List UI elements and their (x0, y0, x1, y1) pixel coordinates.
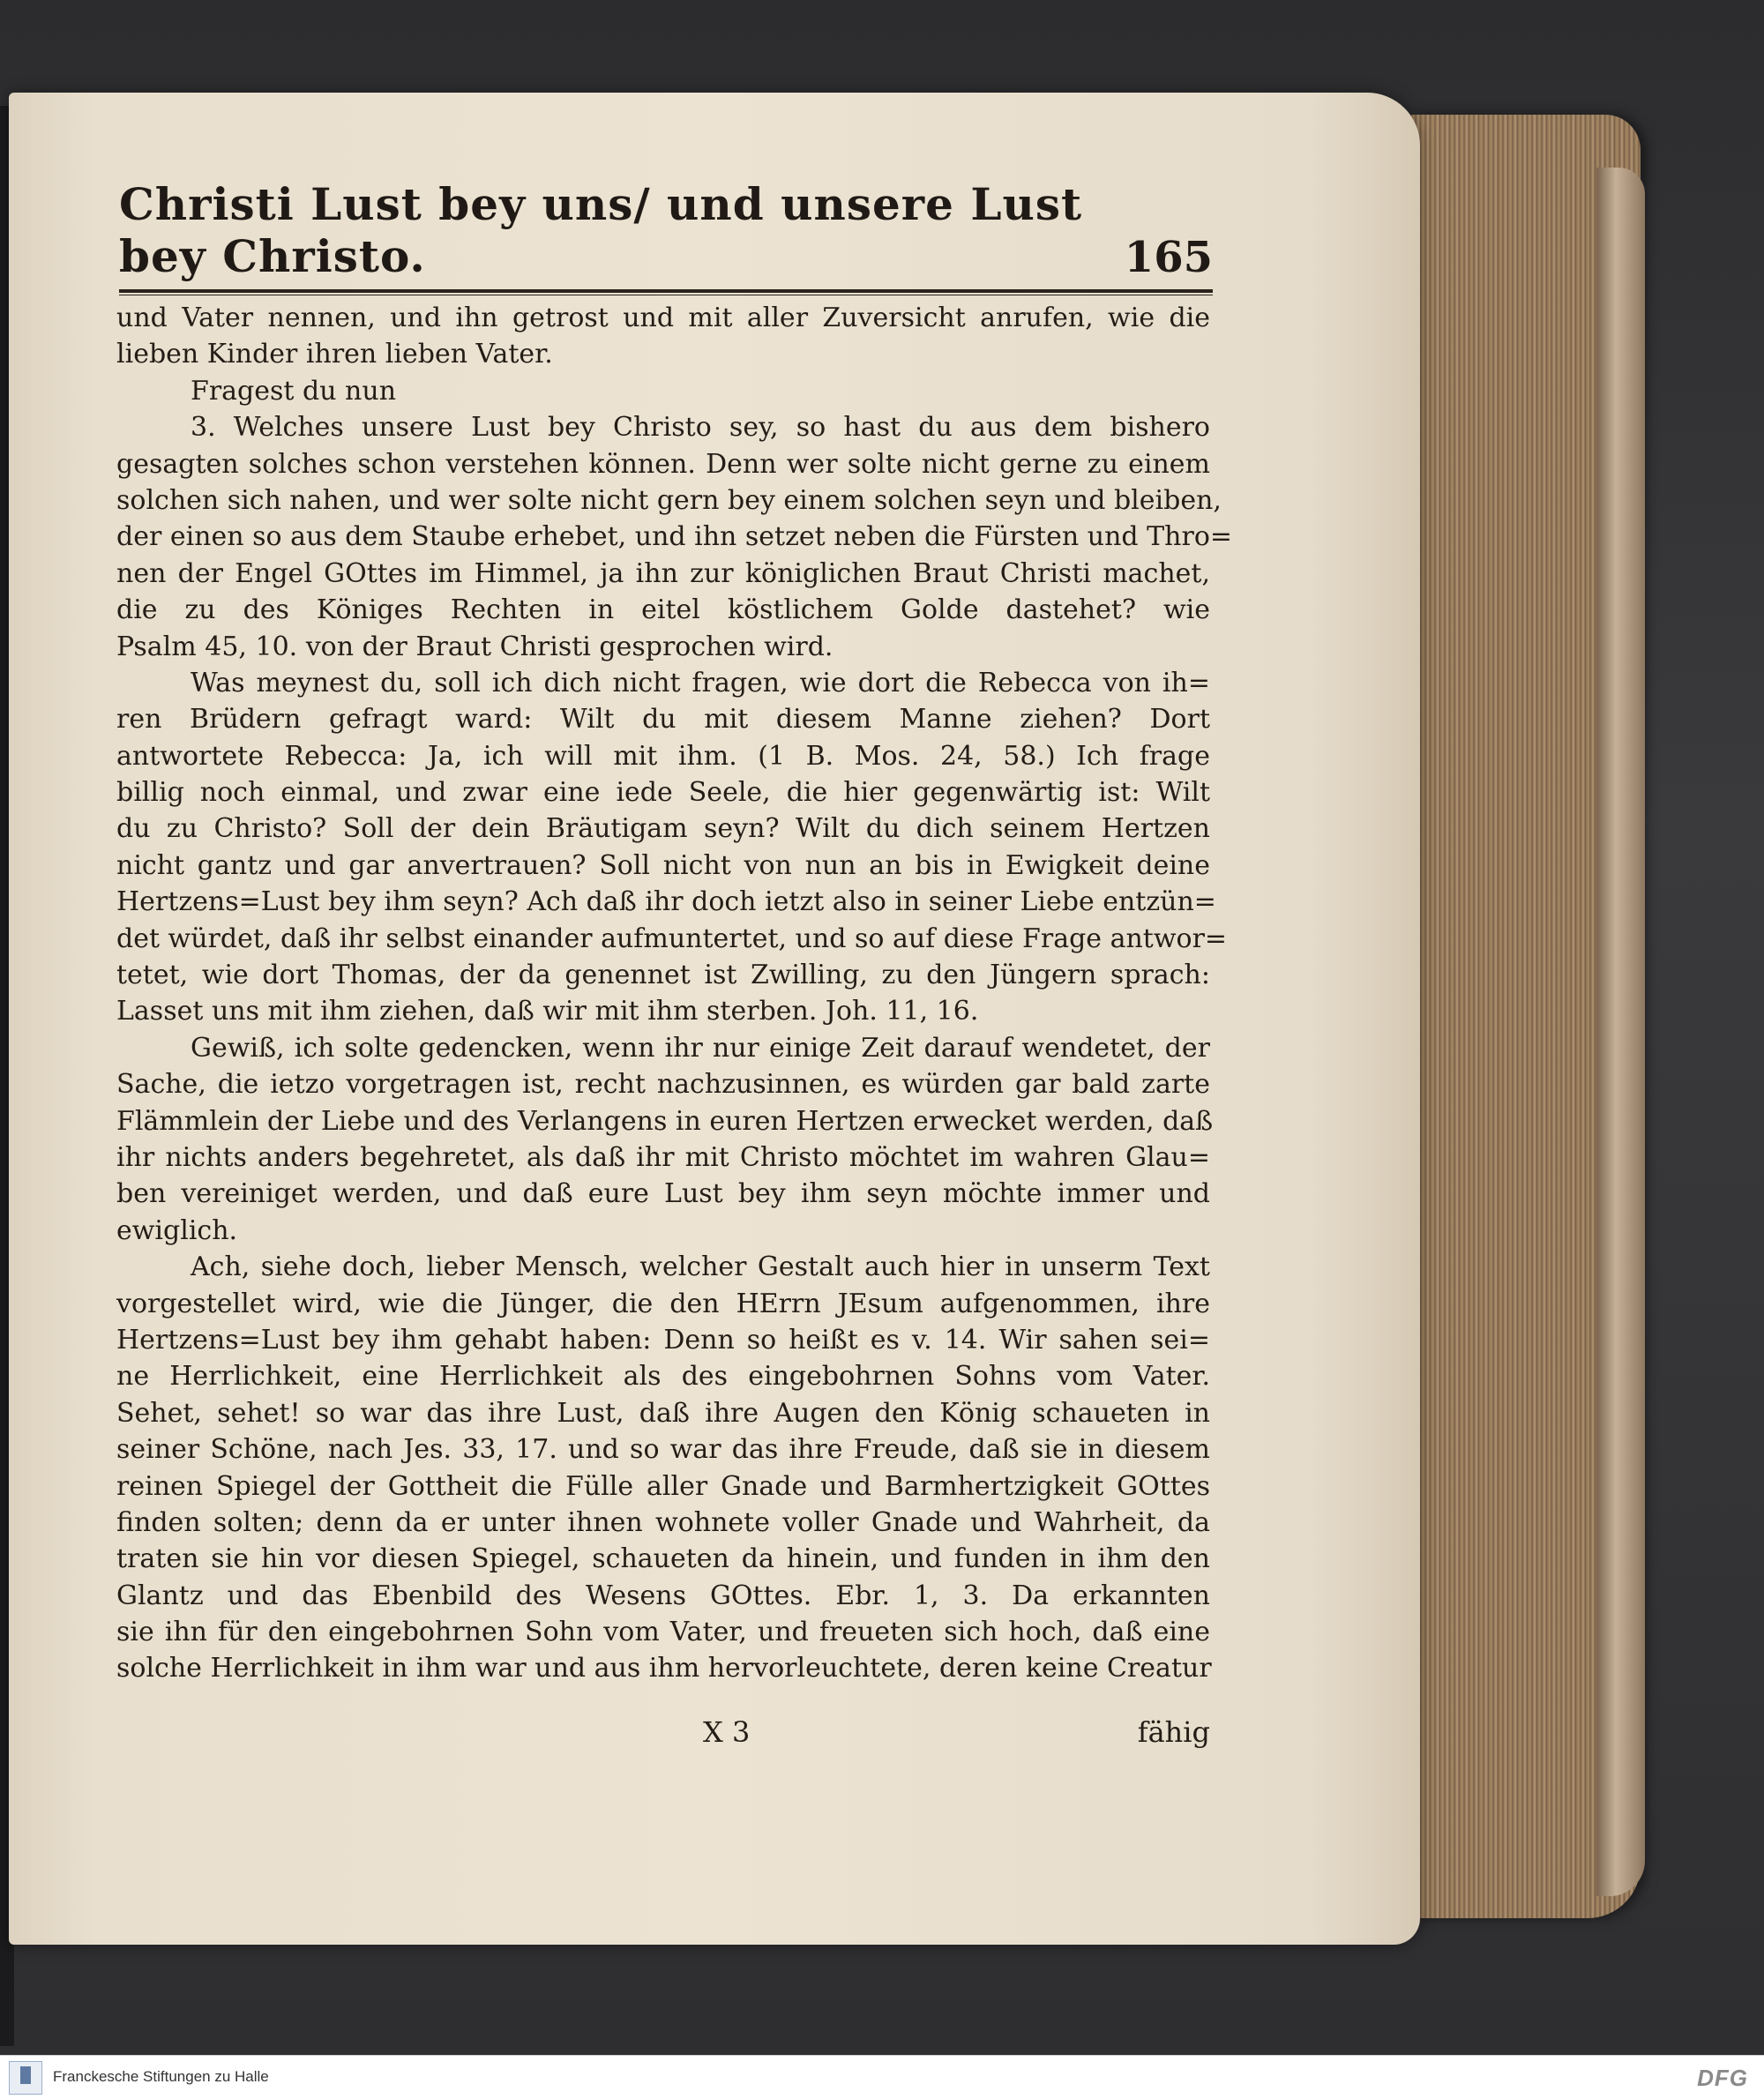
text-line: seiner Schöne, nach Jes. 33, 17. und so war das ihre Freude, daß sie in diesem (116, 1434, 1210, 1466)
text-line: Was meynest du, soll ich dich nicht fragen, wie dort die Rebecca von ih= (191, 667, 1210, 698)
text-line: antwortete Rebecca: Ja, ich will mit ihm. (1 B. Mos. 24, 58.) Ich frage (116, 740, 1210, 772)
body-text (116, 300, 1233, 1687)
text-line: 3. Welches unsere Lust bey Christo sey, so hast du aus dem bishero (191, 412, 1210, 444)
text-line: sie ihn für den eingebohrnen Sohn vom Vater, und freueten sich hoch, daß eine (116, 1617, 1210, 1648)
text-line: det würdet, daß ihr selbst einander aufmuntertet, und so auf diese Frage antwor= (116, 923, 1228, 954)
text-line: solchen sich nahen, und wer solte nicht gern bey einem solchen seyn und bleiben, (116, 484, 1222, 516)
text-line: Gewiß, ich solte gedencken, wenn ihr nur einige Zeit darauf wendetet, der (191, 1032, 1210, 1064)
signature-mark: X 3 (703, 1715, 751, 1749)
text-line: Ach, siehe doch, lieber Mensch, welcher Gestalt auch hier in unserm Text (191, 1251, 1210, 1283)
page-header (119, 178, 1213, 282)
text-line: Sache, die ietzo vorgetragen ist, recht nachzusinnen, es würden gar bald zarte (116, 1069, 1210, 1101)
text-line: gesagten solches schon verstehen können. Denn wer solte nicht gerne zu einem (116, 448, 1210, 480)
catchword: fähig (1137, 1715, 1210, 1749)
page-number: 165 (1124, 233, 1213, 282)
text-line: Hertzens=Lust bey ihm gehabt haben: Denn so heißt es v. 14. Wir sahen sei= (116, 1324, 1210, 1356)
book-fore-edge-highlight (1596, 168, 1645, 1896)
text-line: Lasset uns mit ihm ziehen, daß wir mit ihm sterben. Joh. 11, 16. (116, 996, 979, 1027)
text-line: nen der Engel GOttes im Himmel, ja ihn zur königlichen Braut Christi machet, (116, 557, 1210, 589)
text-line: die zu des Königes Rechten in eitel köstlichem Golde dastehet? wie (116, 594, 1210, 626)
text-line: Fragest du nun (191, 375, 397, 407)
text-line: Hertzens=Lust bey ihm seyn? Ach daß ihr doch ietzt also in seiner Liebe entzün= (116, 886, 1216, 918)
text-line: tetet, wie dort Thomas, der da genennet ist Zwilling, zu den Jüngern sprach: (116, 960, 1210, 991)
running-title: Christi Lust bey uns/ und unsere Lust bey Christo. (119, 178, 1083, 282)
text-line: ewiglich. (116, 1214, 238, 1246)
text-line: Glantz und das Ebenbild des Wesens GOttes. Ebr. 1, 3. Da erkannten (116, 1580, 1210, 1611)
text-line: und Vater nennen, und ihn getrost und mit aller Zuversicht anrufen, wie die (116, 303, 1210, 333)
text-line: ihr nichts anders begehretet, als daß ihr mit Christo möchtet im wahren Glau= (116, 1141, 1210, 1173)
text-line: reinen Spiegel der Gottheit die Fülle aller Gnade und Barmhertzigkeit GOttes (116, 1470, 1210, 1502)
text-line: Sehet, sehet! so war das ihre Lust, daß ihre Augen den König schaueten in (116, 1397, 1210, 1429)
viewer-footer (0, 2055, 1764, 2099)
text-line: ren Brüdern gefragt ward: Wilt du mit diesem Manne ziehen? Dort (116, 704, 1210, 736)
text-line: ben vereiniget werden, und daß eure Lust bey ihm seyn möchte immer und (116, 1178, 1210, 1210)
header-rule (119, 289, 1213, 293)
page-foot (116, 1715, 1210, 1755)
text-line: solche Herrlichkeit in ihm war und aus ihm hervorleuchtete, deren keine Creatur (116, 1653, 1212, 1684)
text-line: nicht gantz und gar anvertrauen? Soll nicht von nun an bis in Ewigkeit deine (116, 849, 1210, 881)
institution-name[interactable]: Franckesche Stiftungen zu Halle (53, 2068, 269, 2085)
text-line: du zu Christo? Soll der dein Bräutigam seyn? Wilt du dich seinem Hertzen (116, 813, 1210, 845)
text-line: ne Herrlichkeit, eine Herrlichkeit als des eingebohrnen Sohns vom Vater. (116, 1361, 1210, 1393)
text-line: vorgestellet wird, wie die Jünger, die den HErrn JEsum aufgenommen, ihre (116, 1288, 1210, 1319)
text-line: der einen so aus dem Staube erhebet, und ihn setzet neben die Fürsten und Thro= (116, 521, 1233, 553)
text-line: Psalm 45, 10. von der Braut Christi gesprochen wird. (116, 631, 833, 662)
text-line: finden solten; denn da er unter ihnen wohnete voller Gnade und Wahrheit, da (116, 1506, 1210, 1538)
text-line: billig noch einmal, und zwar eine iede Seele, die hier gegenwärtig ist: Wilt (116, 777, 1210, 809)
institution-logo-icon[interactable] (9, 2061, 42, 2095)
text-line: Flämmlein der Liebe und des Verlangens in euren Hertzen erwecket werden, daß (116, 1105, 1214, 1137)
dfg-logo[interactable]: DFG (1697, 2065, 1748, 2091)
text-line: lieben Kinder ihren lieben Vater. (116, 339, 553, 370)
text-line: traten sie hin vor diesen Spiegel, schaueten da hinein, und funden in ihm den (116, 1543, 1210, 1575)
